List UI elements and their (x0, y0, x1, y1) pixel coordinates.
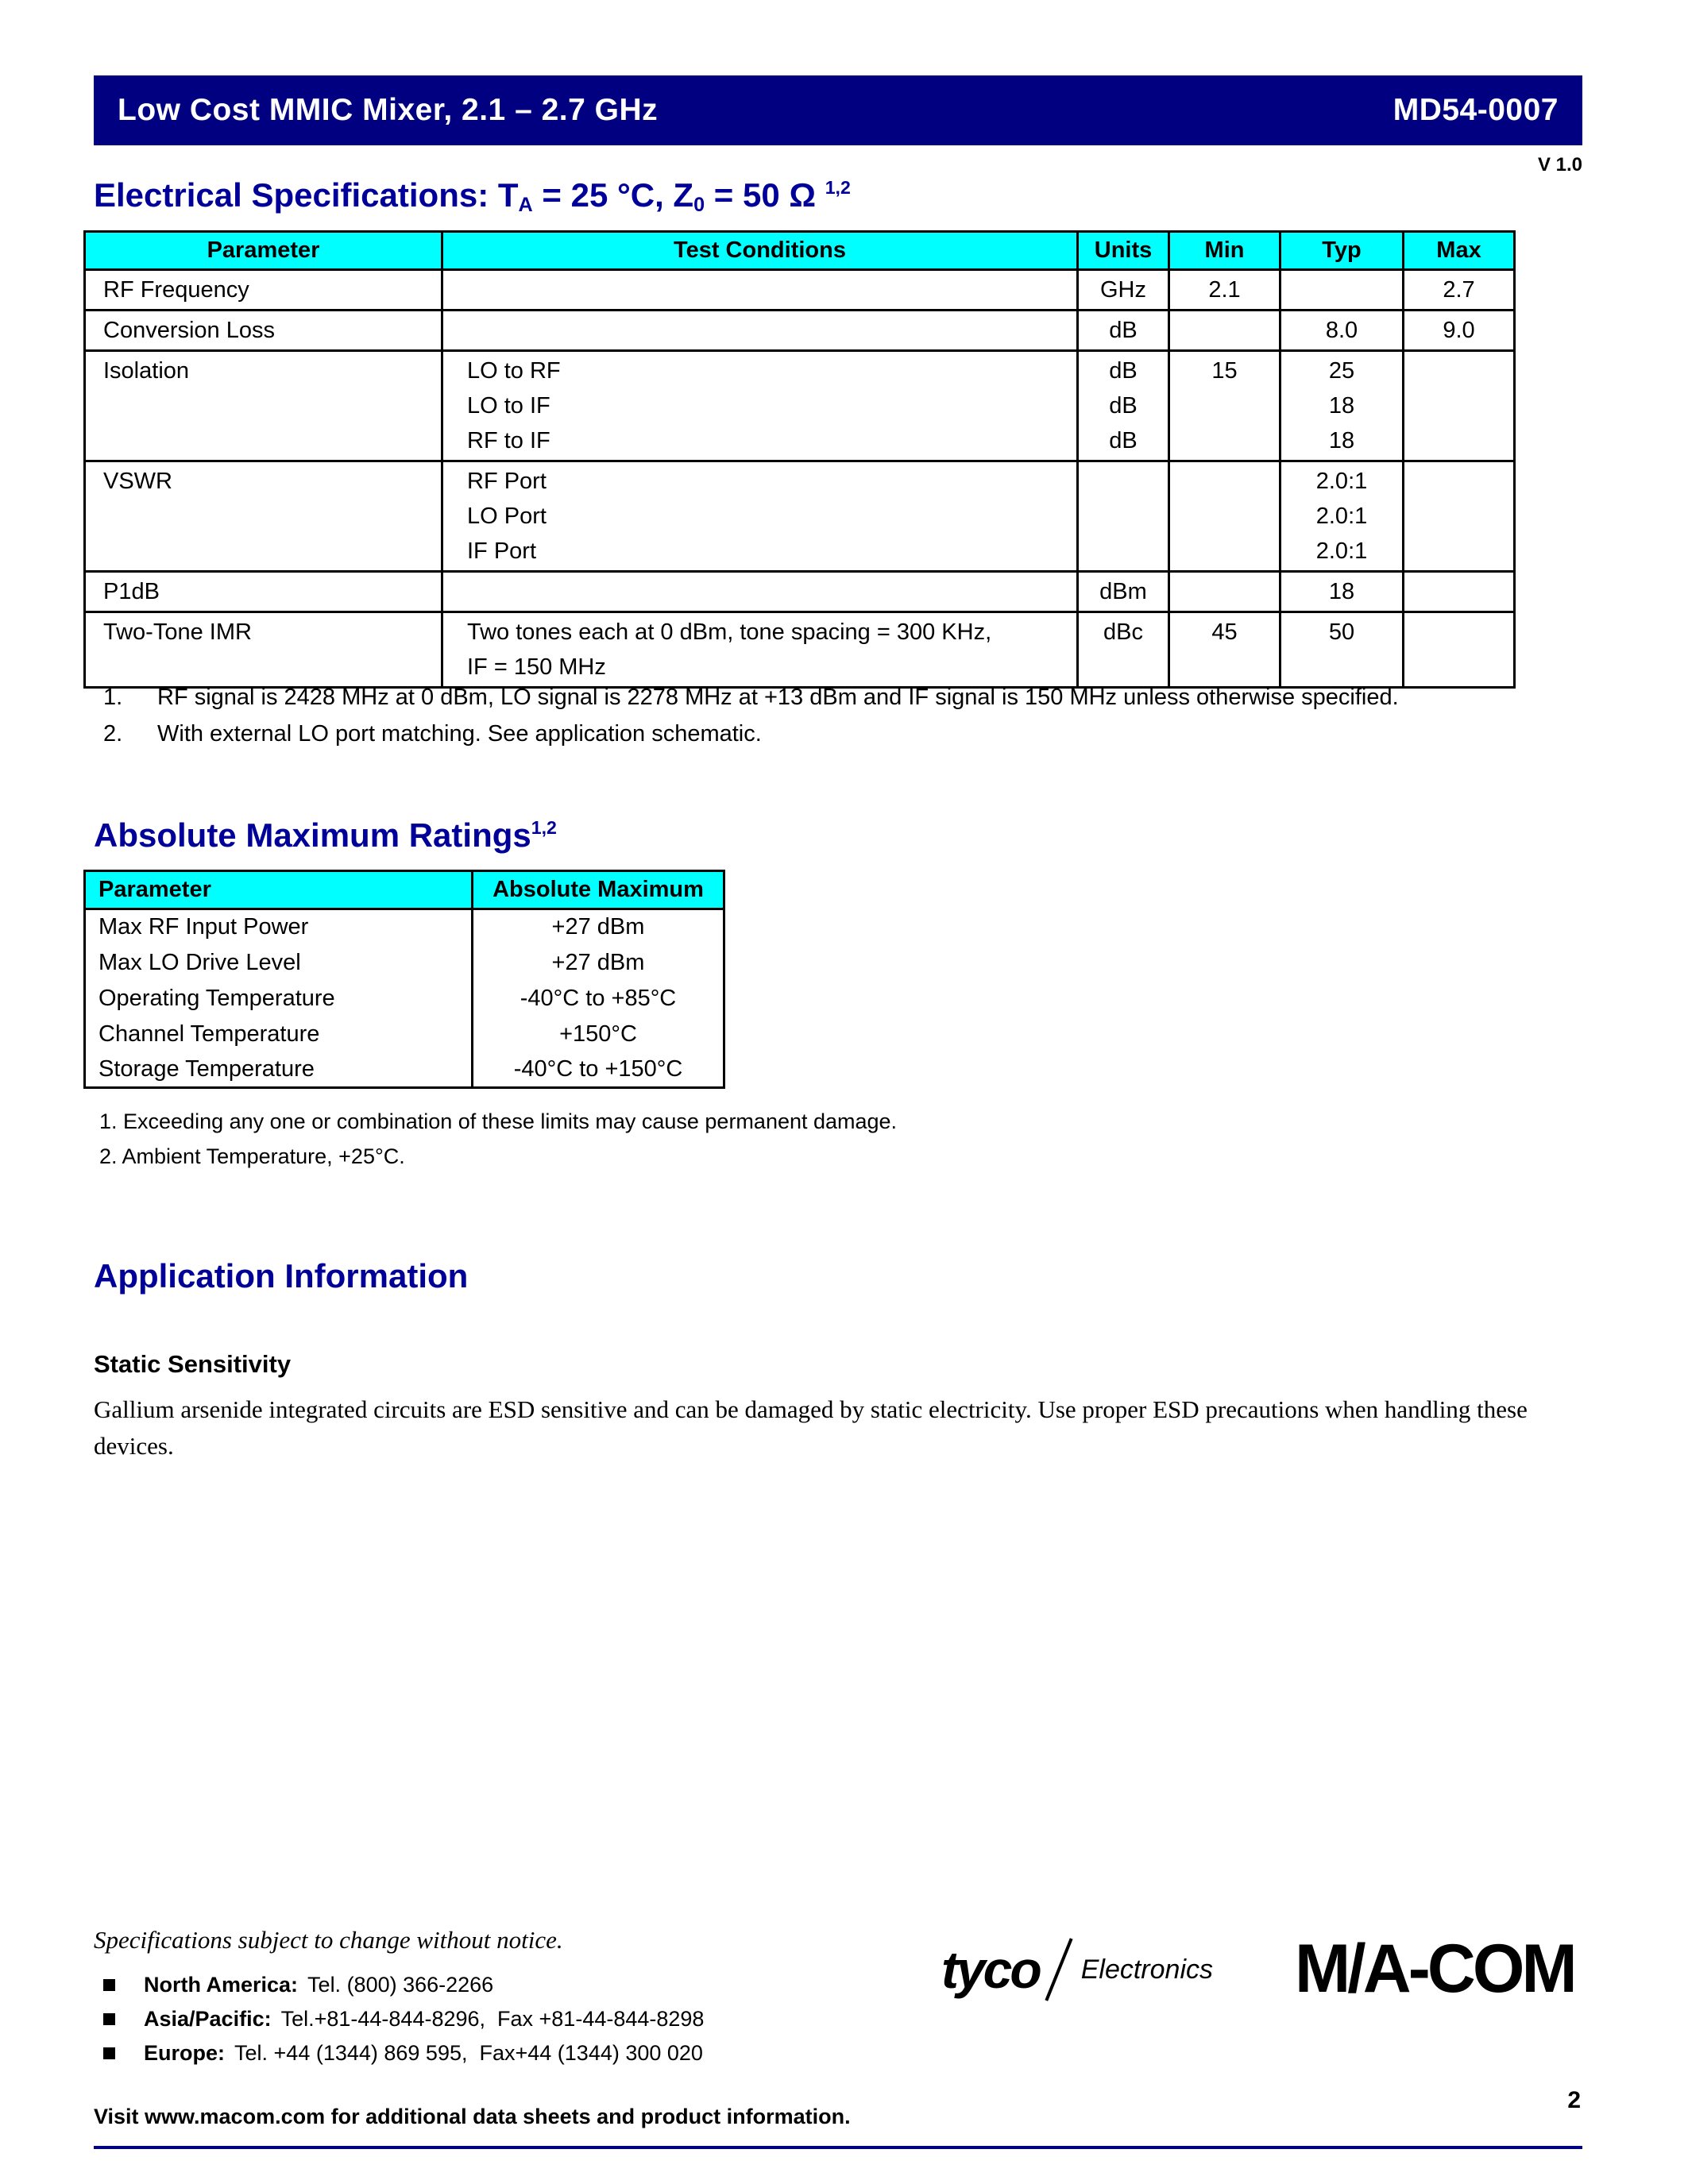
conditions-cell: RF Port LO Port IF Port (442, 461, 1078, 572)
column-header-parameter: Parameter (85, 871, 473, 909)
parameter-cell: Max LO Drive Level (85, 945, 473, 981)
static-sensitivity-heading: Static Sensitivity (94, 1350, 292, 1378)
table-row (85, 945, 724, 981)
tyco-slash-icon (1045, 1938, 1072, 2001)
parameter-cell: VSWR (85, 461, 442, 572)
table-row (85, 461, 1515, 572)
tyco-wordmark: tyco (941, 1940, 1040, 1999)
contact-item (103, 2036, 704, 2070)
conditions-cell (442, 572, 1078, 612)
title-text: Application Information (94, 1257, 469, 1295)
electrical-footnotes (103, 679, 1399, 752)
column-header-max: Max (1404, 232, 1515, 270)
value-cell: -40°C to +85°C (473, 981, 724, 1017)
title-text: = 25 °C, Z (532, 176, 694, 214)
tyco-electronics-logo (941, 1934, 1213, 2005)
value-cell: +150°C (473, 1017, 724, 1052)
version-label: V 1.0 (1537, 154, 1582, 176)
typ-cell: 50 (1280, 612, 1404, 688)
bottom-rule (94, 2146, 1582, 2149)
table-header-row (85, 871, 724, 909)
units-cell: dBc (1078, 612, 1169, 688)
units-cell: dB (1078, 311, 1169, 351)
max-cell: 2.7 (1404, 270, 1515, 311)
max-cell (1404, 572, 1515, 612)
min-cell: 2.1 (1169, 270, 1280, 311)
min-cell: 45 (1169, 612, 1280, 688)
units-cell: dBm (1078, 572, 1169, 612)
parameter-cell: Operating Temperature (85, 981, 473, 1017)
table-header-row (85, 232, 1515, 270)
value-cell: -40°C to +150°C (473, 1052, 724, 1088)
change-notice: Specifications subject to change without notice. (94, 1926, 563, 1954)
column-header-absolute-maximum: Absolute Maximum (473, 871, 724, 909)
contact-item (103, 1968, 704, 2002)
abs-max-table (83, 870, 725, 1089)
parameter-cell: RF Frequency (85, 270, 442, 311)
table-row (85, 981, 724, 1017)
header-bar (94, 75, 1582, 145)
footnote-text: RF signal is 2428 MHz at 0 dBm, LO signal is 2278 MHz at +13 dBm and IF signal is 150 MHz unless otherwise specified. (157, 685, 1399, 710)
document-number: MD54-0007 (1393, 93, 1559, 127)
contact-phone: Tel. +44 (1344) 869 595, Fax+44 (1344) 300 020 (234, 2041, 703, 2065)
contact-phone: Tel.+81-44-844-8296, Fax +81-44-844-8298 (280, 2007, 705, 2031)
page-title: Low Cost MMIC Mixer, 2.1 – 2.7 GHz (118, 93, 659, 127)
table-row (85, 1052, 724, 1088)
typ-cell (1280, 270, 1404, 311)
application-info-title (94, 1257, 468, 1295)
footnote: 1. Exceeding any one or combination of these limits may cause permanent damage. (99, 1109, 898, 1133)
parameter-cell: Conversion Loss (85, 311, 442, 351)
column-header-test-conditions: Test Conditions (442, 232, 1078, 270)
contact-item (103, 2002, 704, 2036)
units-cell: dB dB dB (1078, 351, 1169, 461)
typ-cell: 8.0 (1280, 311, 1404, 351)
title-subscript: 0 (693, 194, 705, 216)
square-bullet-icon (103, 2047, 115, 2059)
table-row (85, 351, 1515, 461)
static-sensitivity-paragraph: Gallium arsenide integrated circuits are ESD sensitive and can be damaged by static electricity. Use proper ESD precautions when handling these devices. (94, 1395, 1528, 1460)
conditions-cell: LO to RF LO to IF RF to IF (442, 351, 1078, 461)
value-cell: +27 dBm (473, 945, 724, 981)
electrical-specs-table (83, 230, 1516, 689)
contact-region-label: North America: (144, 1973, 299, 1997)
page-number: 2 (1567, 2087, 1581, 2113)
table-row (85, 1017, 724, 1052)
square-bullet-icon (103, 2013, 115, 2025)
footnote (103, 716, 1399, 752)
contact-list (103, 1968, 704, 2070)
title-text: Electrical Specifications: T (94, 176, 519, 214)
parameter-cell: Two-Tone IMR (85, 612, 442, 688)
table-row (85, 270, 1515, 311)
min-cell: 15 (1169, 351, 1280, 461)
typ-cell: 25 18 18 (1280, 351, 1404, 461)
min-cell (1169, 572, 1280, 612)
typ-cell: 18 (1280, 572, 1404, 612)
max-cell (1404, 461, 1515, 572)
min-cell (1169, 311, 1280, 351)
table-row (85, 612, 1515, 688)
title-superscript: 1,2 (825, 177, 851, 198)
footnote-text: With external LO port matching. See application schematic. (157, 721, 762, 747)
column-header-units: Units (1078, 232, 1169, 270)
website-line: Visit www.macom.com for additional data sheets and product information. (94, 2105, 851, 2128)
abs-max-title (94, 816, 557, 855)
table-row (85, 909, 724, 945)
square-bullet-icon (103, 1979, 115, 1991)
column-header-typ: Typ (1280, 232, 1404, 270)
title-superscript: 1,2 (531, 817, 557, 838)
title-text: Absolute Maximum Ratings (94, 816, 531, 854)
contact-region-label: Europe: (144, 2041, 226, 2065)
macom-logo: M/A-COM (1295, 1931, 1574, 2007)
min-cell (1169, 461, 1280, 572)
parameter-cell: Storage Temperature (85, 1052, 473, 1088)
contact-region-label: Asia/Pacific: (144, 2007, 272, 2031)
max-cell (1404, 612, 1515, 688)
parameter-cell: Channel Temperature (85, 1017, 473, 1052)
footnote (103, 679, 1399, 716)
footnote-number: 1. (103, 685, 123, 710)
column-header-parameter: Parameter (85, 232, 442, 270)
contact-phone: Tel. (800) 366-2266 (307, 1973, 494, 1997)
table-row (85, 311, 1515, 351)
footnote: 2. Ambient Temperature, +25°C. (99, 1144, 405, 1168)
title-subscript: A (518, 194, 533, 216)
title-text: = 50 Ω (705, 176, 825, 214)
max-cell: 9.0 (1404, 311, 1515, 351)
conditions-cell (442, 270, 1078, 311)
max-cell (1404, 351, 1515, 461)
parameter-cell: P1dB (85, 572, 442, 612)
typ-cell: 2.0:1 2.0:1 2.0:1 (1280, 461, 1404, 572)
electrical-specs-title (94, 176, 851, 217)
value-cell: +27 dBm (473, 909, 724, 945)
column-header-min: Min (1169, 232, 1280, 270)
conditions-cell: Two tones each at 0 dBm, tone spacing = 300 KHz, IF = 150 MHz (442, 612, 1078, 688)
table-row (85, 572, 1515, 612)
units-cell: GHz (1078, 270, 1169, 311)
parameter-cell: Isolation (85, 351, 442, 461)
conditions-cell (442, 311, 1078, 351)
parameter-cell: Max RF Input Power (85, 909, 473, 945)
abs-max-footnotes (99, 1104, 897, 1174)
units-cell (1078, 461, 1169, 572)
tyco-electronics-label: Electronics (1080, 1954, 1213, 1985)
footnote-number: 2. (103, 721, 123, 747)
